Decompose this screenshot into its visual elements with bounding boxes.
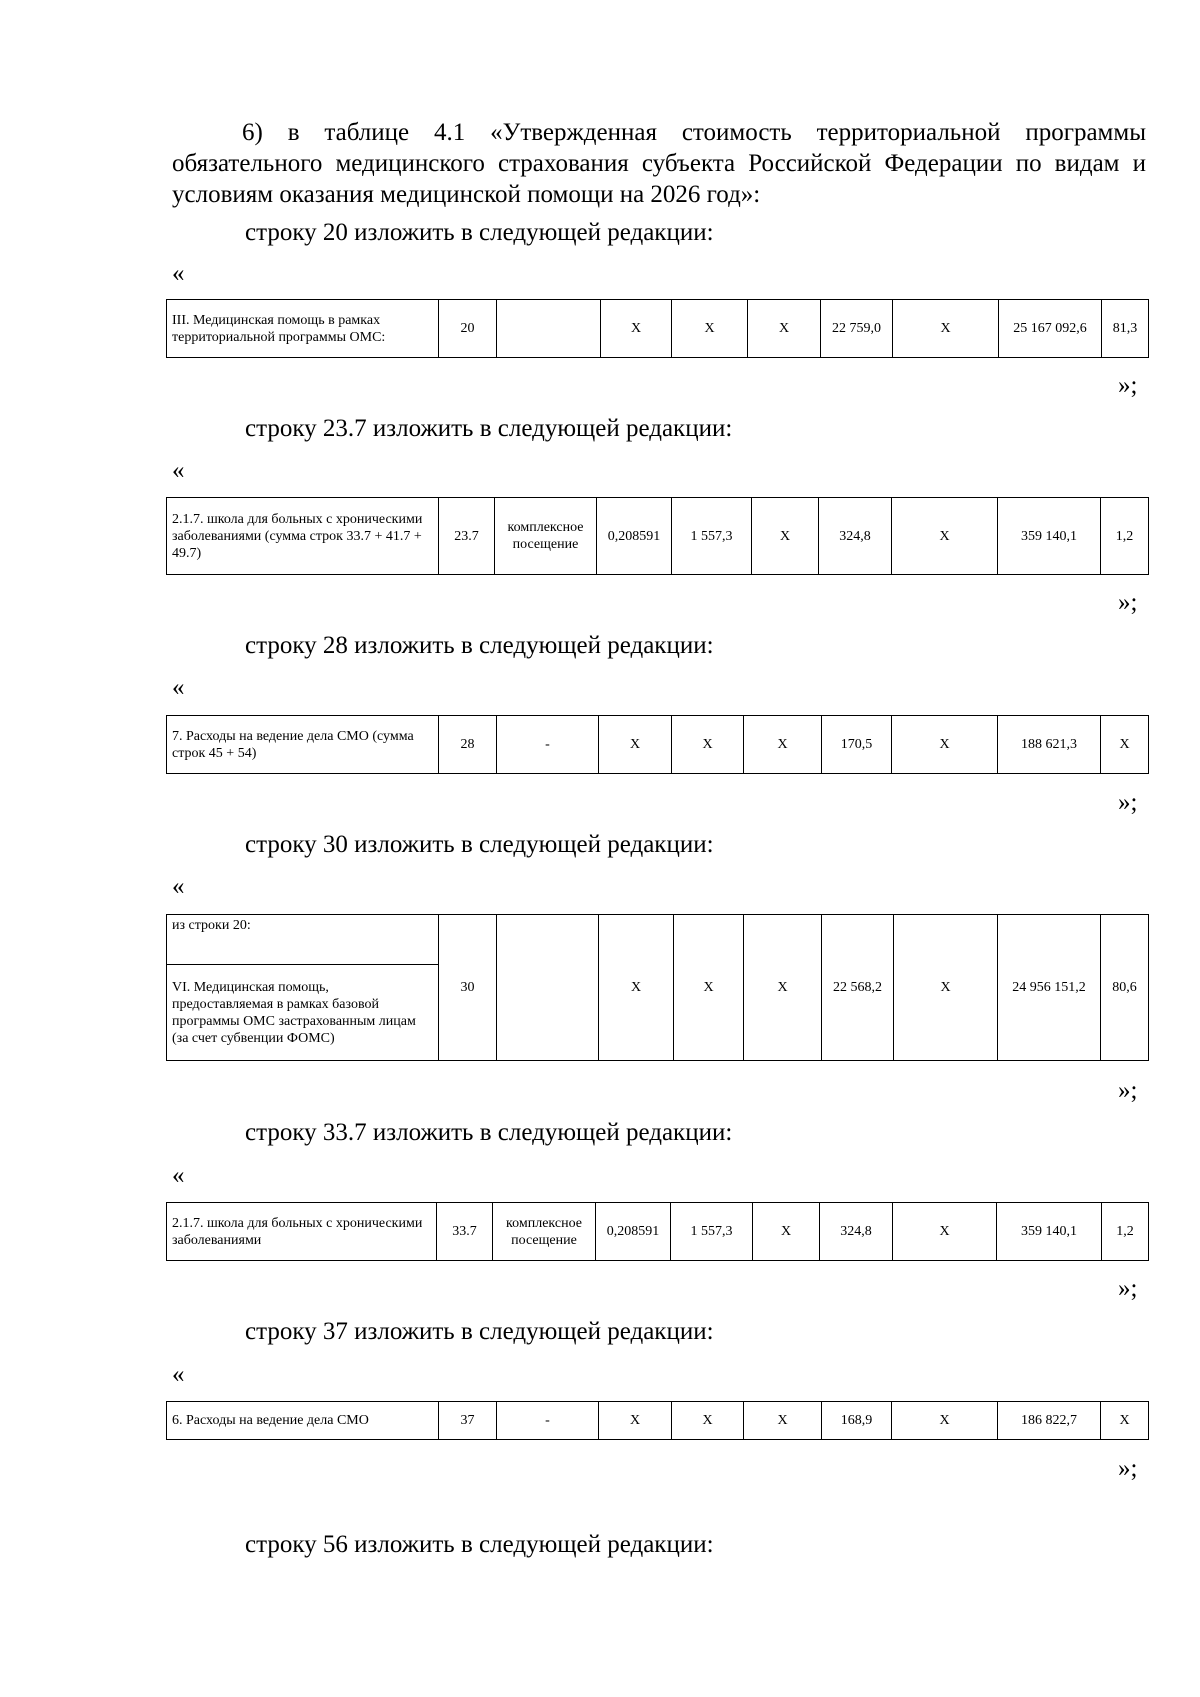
table-row-30 xyxy=(166,914,1149,1061)
cell-col6: X xyxy=(752,498,819,575)
cell-unit: комплексное посещение xyxy=(493,1203,596,1261)
instruction-row-56: строку 56 изложить в следующей редакции: xyxy=(245,1531,714,1558)
instruction-row-20: строку 20 изложить в следующей редакции: xyxy=(245,219,714,246)
cell-unit xyxy=(497,915,599,1061)
instruction-row-23-7: строку 23.7 изложить в следующей редакции: xyxy=(245,415,733,442)
cell-row-number: 30 xyxy=(439,915,497,1061)
cell-unit xyxy=(497,300,601,358)
cell-col8: X xyxy=(894,915,998,1061)
close-quote: »; xyxy=(1118,1455,1138,1482)
table-row-33-7 xyxy=(166,1202,1149,1261)
cell-per-capita: 324,8 xyxy=(820,1203,893,1261)
close-quote: »; xyxy=(1118,589,1138,616)
cell-volume: 0,208591 xyxy=(596,1203,671,1261)
cell-percent: 1,2 xyxy=(1101,498,1149,575)
cell-header-from-row-20: из строки 20: xyxy=(167,915,439,965)
cell-name: 6. Расходы на ведение дела СМО xyxy=(167,1402,439,1440)
cell-row-number: 33.7 xyxy=(437,1203,493,1261)
open-quote: « xyxy=(172,873,185,900)
cell-per-capita: 22 759,0 xyxy=(821,300,893,358)
cell-cost-per-unit: X xyxy=(672,1402,744,1440)
cell-per-capita: 324,8 xyxy=(819,498,892,575)
cell-volume: X xyxy=(601,300,672,358)
open-quote: « xyxy=(172,457,185,484)
cell-row-number: 28 xyxy=(439,716,497,774)
cell-percent: 1,2 xyxy=(1102,1203,1149,1261)
close-quote: »; xyxy=(1118,1275,1138,1302)
cell-name: 2.1.7. школа для больных с хроническими заболеваниями xyxy=(167,1203,437,1261)
cell-per-capita: 170,5 xyxy=(822,716,892,774)
cell-volume: X xyxy=(599,915,674,1061)
open-quote: « xyxy=(172,1162,185,1189)
table-row-20 xyxy=(166,299,1149,358)
cell-col8: X xyxy=(892,1402,998,1440)
cell-col8: X xyxy=(893,1203,997,1261)
cell-cost-per-unit: X xyxy=(672,716,744,774)
cell-percent: X xyxy=(1101,716,1149,774)
cell-cost-per-unit: X xyxy=(674,915,744,1061)
cell-total-cost: 359 140,1 xyxy=(997,1203,1102,1261)
cell-cost-per-unit: X xyxy=(672,300,748,358)
cell-col6: X xyxy=(744,1402,822,1440)
table-row-28 xyxy=(166,715,1149,774)
cell-total-cost: 24 956 151,2 xyxy=(998,915,1101,1061)
cell-row-number: 37 xyxy=(439,1402,497,1440)
open-quote: « xyxy=(172,260,185,287)
instruction-row-33-7: строку 33.7 изложить в следующей редакции: xyxy=(245,1119,733,1146)
cell-col6: X xyxy=(744,716,822,774)
table-row-37 xyxy=(166,1401,1149,1440)
cell-percent: 81,3 xyxy=(1102,300,1149,358)
cell-cost-per-unit: 1 557,3 xyxy=(671,1203,753,1261)
cell-name: 2.1.7. школа для больных с хроническими заболеваниями (сумма строк 33.7 + 41.7 + 49.7) xyxy=(167,498,439,575)
open-quote: « xyxy=(172,674,185,701)
table-row-23-7 xyxy=(166,497,1149,575)
close-quote: »; xyxy=(1118,789,1138,816)
cell-col8: X xyxy=(892,498,998,575)
cell-col8: X xyxy=(893,300,999,358)
cell-col8: X xyxy=(892,716,998,774)
instruction-row-30: строку 30 изложить в следующей редакции: xyxy=(245,831,714,858)
cell-percent: 80,6 xyxy=(1101,915,1149,1061)
close-quote: »; xyxy=(1118,1077,1138,1104)
cell-total-cost: 25 167 092,6 xyxy=(999,300,1102,358)
cell-per-capita: 22 568,2 xyxy=(822,915,894,1061)
intro-paragraph xyxy=(172,117,1146,210)
cell-volume: X xyxy=(599,1402,672,1440)
cell-col6: X xyxy=(744,915,822,1061)
cell-volume: 0,208591 xyxy=(597,498,672,575)
close-quote: »; xyxy=(1118,372,1138,399)
cell-per-capita: 168,9 xyxy=(822,1402,892,1440)
open-quote: « xyxy=(172,1361,185,1388)
cell-col6: X xyxy=(753,1203,820,1261)
cell-unit: комплексное посещение xyxy=(495,498,597,575)
cell-total-cost: 359 140,1 xyxy=(998,498,1101,575)
cell-percent: X xyxy=(1101,1402,1149,1440)
cell-total-cost: 188 621,3 xyxy=(998,716,1101,774)
cell-volume: X xyxy=(599,716,672,774)
cell-cost-per-unit: 1 557,3 xyxy=(672,498,752,575)
cell-total-cost: 186 822,7 xyxy=(998,1402,1101,1440)
instruction-row-37: строку 37 изложить в следующей редакции: xyxy=(245,1318,714,1345)
cell-name: III. Медицинская помощь в рамках территориальной программы ОМС: xyxy=(167,300,439,358)
cell-unit: - xyxy=(497,1402,599,1440)
cell-name: VI. Медицинская помощь, предоставляемая в рамках базовой программы ОМС застрахованным лицам (за счет субвенции ФОМС) xyxy=(167,965,439,1061)
cell-row-number: 23.7 xyxy=(439,498,495,575)
cell-row-number: 20 xyxy=(439,300,497,358)
cell-name: 7. Расходы на ведение дела СМО (сумма строк 45 + 54) xyxy=(167,716,439,774)
intro-text: 6) в таблице 4.1 «Утвержденная стоимость территориальной программы обязательного медицинского страхования субъекта Российской Федерации по видам и условиям оказания медицинской помощи на 2026 год»: xyxy=(172,119,1146,208)
instruction-row-28: строку 28 изложить в следующей редакции: xyxy=(245,632,714,659)
cell-col6: X xyxy=(748,300,821,358)
cell-unit: - xyxy=(497,716,599,774)
